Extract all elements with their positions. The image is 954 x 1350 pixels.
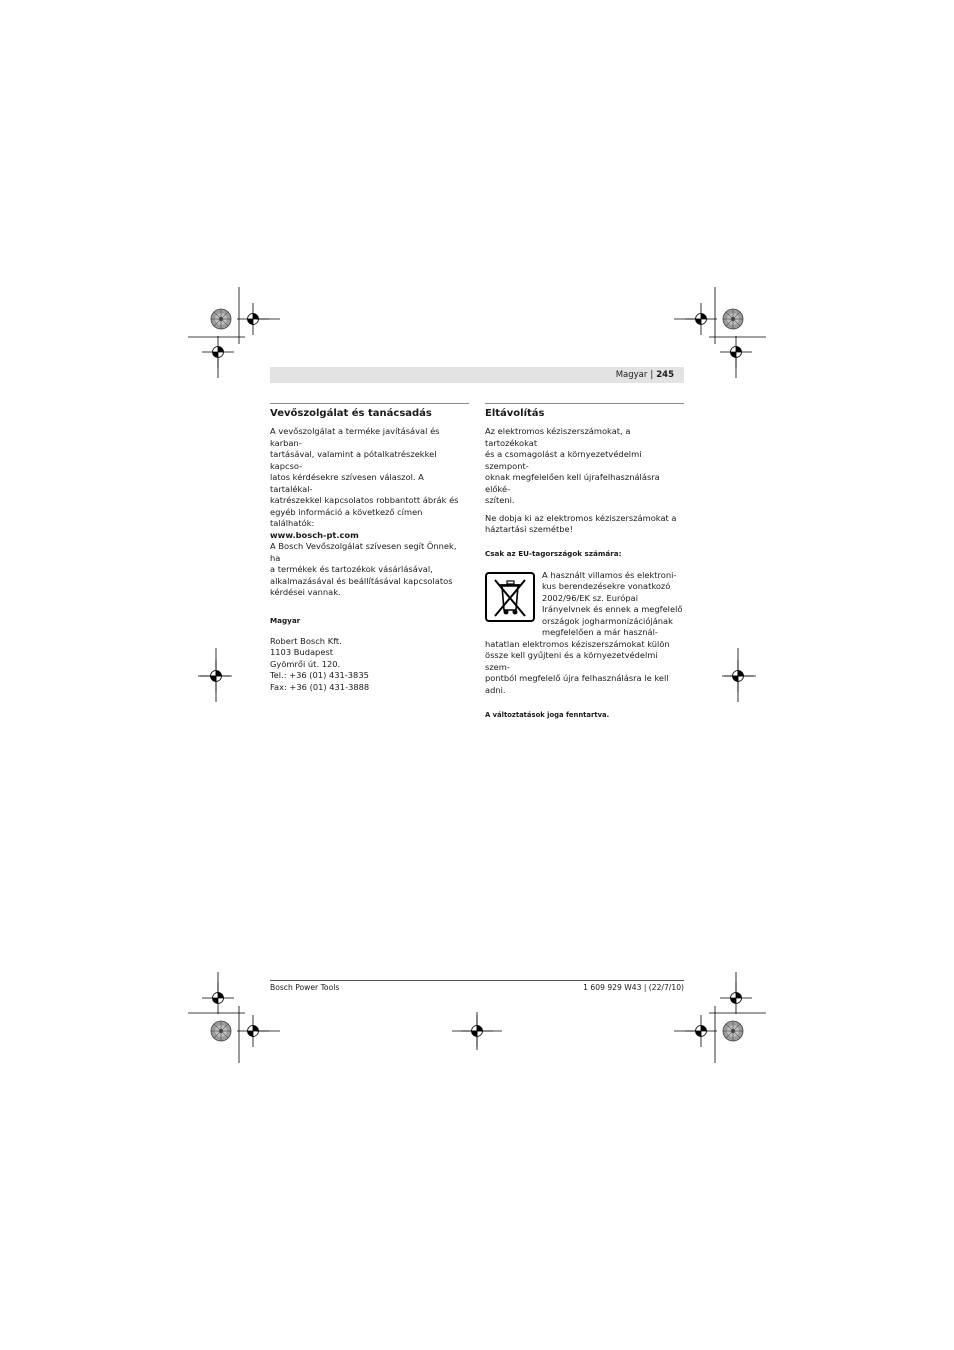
text-line: össze kell gyűjteni és a környezetvédelmi szem- xyxy=(485,650,658,672)
text-line: A használt villamos és elektroni- xyxy=(542,569,677,580)
text-line: Irányelvnek és ennek a megfelelő xyxy=(542,604,683,615)
disposal-paragraph-2 xyxy=(485,513,684,536)
text-line: alkalmazásával és beállításával kapcsolatos xyxy=(270,575,453,586)
section-title-service: Vevőszolgálat és tanácsadás xyxy=(270,408,432,419)
text-line: katrészekkel kapcsolatos robbantott ábrák és xyxy=(270,495,459,505)
service-address xyxy=(270,636,469,694)
text-line: 2002/96/EK sz. Európai xyxy=(542,592,638,603)
text-line: Ne dobja ki az elektromos kéziszerszámokat a xyxy=(485,512,677,523)
crossed-out-wheelie-bin-icon xyxy=(485,572,535,622)
header-language: Magyar xyxy=(615,370,648,380)
eu-heading: Csak az EU-tagországok számára: xyxy=(485,548,622,558)
weee-block xyxy=(485,570,684,697)
rights-reserved-note: A változtatások joga fenntartva. xyxy=(485,711,610,720)
disposal-paragraph-1 xyxy=(485,426,684,507)
footer-publisher: Bosch Power Tools xyxy=(270,983,340,992)
text-line: A Bosch Vevőszolgálat szívesen segít Önnek, ha xyxy=(270,541,457,563)
website-url: www.bosch-pt.com xyxy=(270,529,359,540)
text-line: megfelelően a már használ- xyxy=(542,627,658,638)
address-phone: Tel.: +36 (01) 431-3835 xyxy=(270,670,369,681)
text-line: tartásával, valamint a pótalkatrészekkel kapcso- xyxy=(270,449,437,471)
country-heading: Magyar xyxy=(270,615,301,625)
spacer xyxy=(270,599,469,609)
section-rule xyxy=(270,403,469,404)
page-header xyxy=(616,369,674,381)
address-line: Robert Bosch Kft. xyxy=(270,635,342,646)
text-line: kérdései vannak. xyxy=(270,587,341,597)
page-number: 245 xyxy=(656,370,674,380)
text-line: oknak megfelelően kell újrafelhasználásra előké- xyxy=(485,472,660,494)
section-rule xyxy=(485,403,684,404)
page-header-bar xyxy=(270,367,684,383)
spacer xyxy=(485,696,684,703)
text-line: és a csomagolást a környezetvédelmi szempont- xyxy=(485,449,642,471)
text-line: a termékek és tartozékok vásárlásával, xyxy=(270,564,433,574)
text-line: országok jogharmonizációjának xyxy=(542,615,673,626)
address-line: 1103 Budapest xyxy=(270,647,334,658)
header-separator: | xyxy=(650,370,654,380)
section-title-disposal: Eltávolítás xyxy=(485,408,545,419)
spacer xyxy=(485,536,684,542)
text-line: kus berendezésekre vonatkozó xyxy=(542,581,671,592)
text-line: pontból megfelelő újra felhasználásra le kell xyxy=(485,673,669,684)
text-line: háztartási szemétbe! xyxy=(485,524,573,534)
text-line: A vevőszolgálat a terméke javításával és karban- xyxy=(270,426,440,448)
address-fax: Fax: +36 (01) 431-3888 xyxy=(270,681,370,692)
text-line: egyéb információ a következő címen találhatók: xyxy=(270,506,423,528)
text-line: hatatlan elektromos kéziszerszámokat külön xyxy=(485,638,670,649)
text-line: adni. xyxy=(485,684,506,695)
service-paragraph-1 xyxy=(270,426,469,599)
left-column xyxy=(270,403,469,693)
footer-rule xyxy=(270,980,684,981)
text-line: szíteni. xyxy=(485,495,515,505)
footer-doc-code: 1 609 929 W43 | (22/7/10) xyxy=(583,983,684,992)
text-line: latos kérdésekre szívesen válaszol. A tartalékal- xyxy=(270,472,424,494)
text-line: Az elektromos kéziszerszámokat, a tartozékokat xyxy=(485,426,631,448)
address-line: Gyömrői út. 120. xyxy=(270,658,341,669)
right-column xyxy=(485,403,684,727)
